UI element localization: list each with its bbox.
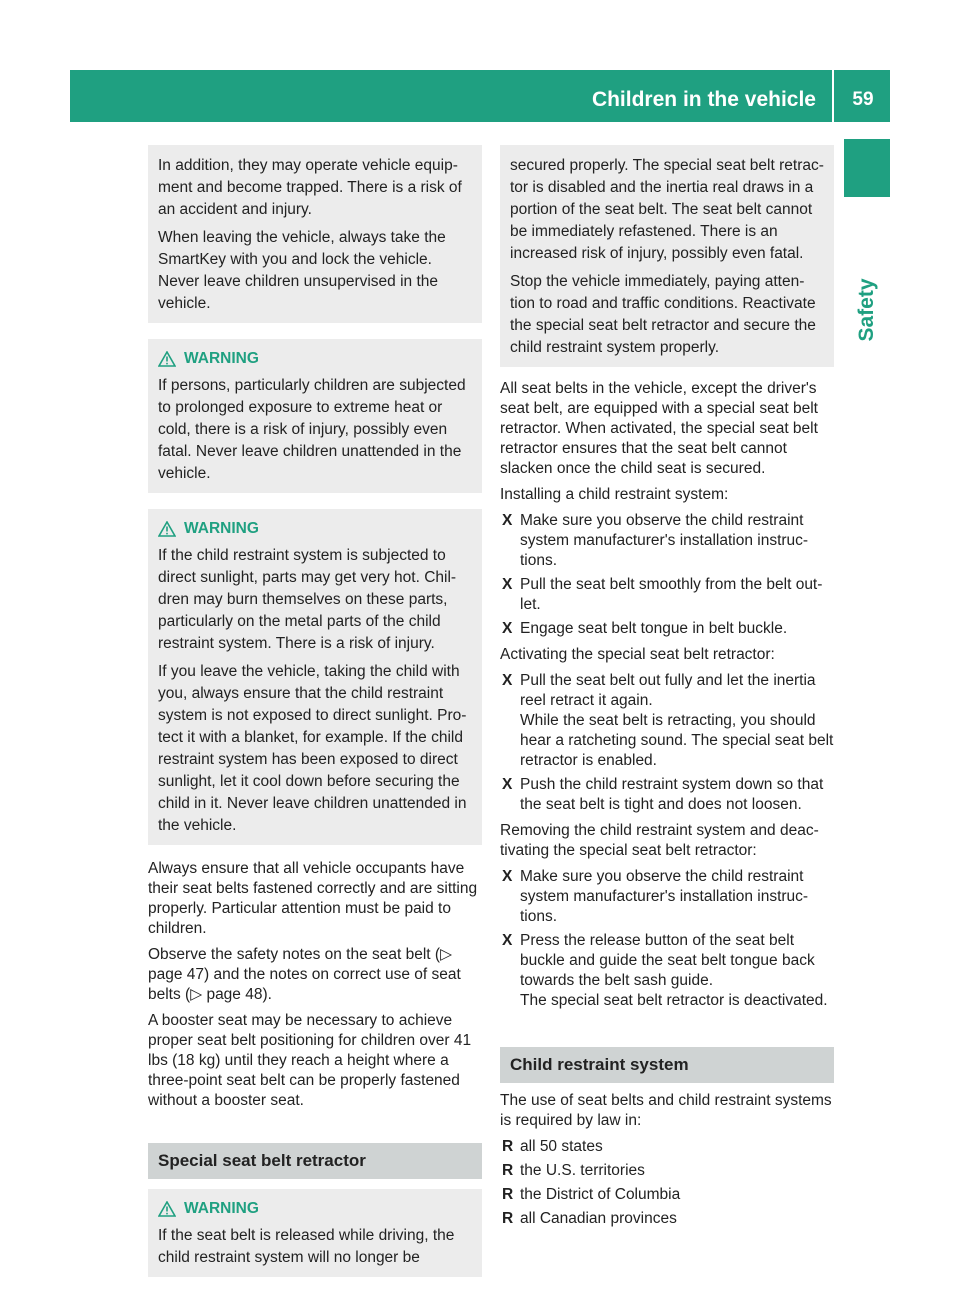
instruction-heading: Activating the special seat belt retractor:: [500, 646, 775, 663]
page-reference-link[interactable]: ▷ page 47: [148, 946, 453, 983]
intro-warning-box: [148, 145, 482, 323]
warning-heading: WARNING: [158, 349, 474, 369]
list-item: R all Canadian provinces: [502, 1210, 677, 1227]
warning-box: [148, 339, 482, 493]
body-paragraph: A booster seat may be necessary to achieve proper seat belt positioning for children over 41 lbs (18 kg) until they reach a height where a three-point seat belt can be properly fastened without a booster seat.: [148, 1012, 472, 1109]
warning-triangle-icon: [158, 521, 176, 537]
list-item: X Push the child restraint system down so that the seat belt is tight and does not loosen.: [502, 776, 824, 813]
warning-continued-box: [500, 145, 834, 367]
right-column: [500, 145, 834, 1235]
bullet-r-icon: R: [502, 1162, 514, 1179]
step-arrow-icon: X: [502, 672, 513, 689]
warning-box: [148, 1189, 482, 1277]
left-column: [148, 145, 482, 1277]
warning-text: If the seat belt is released while driving, the child restraint system will no longer be: [158, 1227, 455, 1266]
list-item: X Pull the seat belt out fully and let the inertia reel retract it again. While the seat belt is retracting, you should hear a ratcheting sound. The special seat belt retractor is enabled.: [502, 672, 834, 769]
box-paragraph: In addition, they may operate vehicle equip-ment and become trapped. There is a risk of an accident and injury.: [158, 157, 462, 218]
step-arrow-icon: X: [502, 620, 513, 637]
section-tab-marker: [844, 139, 890, 197]
page-header: [70, 70, 890, 122]
warning-triangle-icon: [158, 351, 176, 367]
activate-steps: [500, 671, 834, 815]
bullet-r-icon: R: [502, 1186, 514, 1203]
section-tab-label: Safety: [855, 278, 878, 342]
box-paragraph: When leaving the vehicle, always take the SmartKey with you and lock the vehicle. Never leave children unsupervised in the vehicle.: [158, 229, 446, 312]
instruction-heading: Installing a child restraint system:: [500, 486, 729, 503]
list-item: R the U.S. territories: [502, 1162, 645, 1179]
page-reference-link[interactable]: ▷ page 48: [190, 986, 263, 1003]
warning-heading: WARNING: [158, 1199, 474, 1219]
body-paragraph: Observe the safety notes on the seat belt (▷ page 47) and the notes on correct use of seat belts (▷ page 48).: [148, 946, 461, 1003]
bullet-r-icon: R: [502, 1138, 514, 1155]
warning-heading: WARNING: [158, 519, 474, 539]
warning-box: [148, 509, 482, 845]
step-arrow-icon: X: [502, 576, 513, 593]
box-paragraph: Stop the vehicle immediately, paying atten-tion to road and traffic conditions. Reactivate the special seat belt retractor and secure the child restraint system properly.: [510, 273, 816, 356]
list-item: R all 50 states: [502, 1138, 603, 1155]
bullet-r-icon: R: [502, 1210, 514, 1227]
remove-steps: [500, 867, 834, 1011]
box-paragraph: secured properly. The special seat belt retrac-tor is disabled and the inertia real draws in a portion of the seat belt. The seat belt cannot be immediately refastened. There is an increased risk of injury, possibly even fatal.: [510, 157, 824, 262]
list-item: X Make sure you observe the child restraint system manufacturer's installation instruc-tions.: [502, 868, 809, 925]
body-paragraph: Always ensure that all vehicle occupants have their seat belts fastened correctly and are sitting properly. Particular attention must be paid to children.: [148, 860, 478, 937]
warning-text: If you leave the vehicle, taking the child with you, always ensure that the child restraint system is not exposed to direct sunlight. Pro-tect it with a blanket, for example. If the child restraint system has been exposed to direct sunlight, let it cool down before securing the child in it. Never leave children unattended in the vehicle.: [158, 663, 467, 834]
install-steps: [500, 511, 834, 639]
list-item: R the District of Columbia: [502, 1186, 681, 1203]
header-divider: [832, 70, 834, 122]
warning-text: If the child restraint system is subjected to direct sunlight, parts may get very hot. Chil-dren may burn themselves on these parts, particularly on the metal parts of the child restraint system. There is a risk of injury.: [158, 547, 457, 652]
step-arrow-icon: X: [502, 776, 513, 793]
list-item: X Press the release button of the seat belt buckle and guide the seat belt tongue back towards the belt sash guide. The special seat belt retractor is deactivated.: [502, 932, 828, 1009]
body-paragraph: All seat belts in the vehicle, except the driver's seat belt, are equipped with a special seat belt retractor. When activated, the special seat belt retractor ensures that the seat belt cannot slacken once the child seat is secured.: [500, 380, 818, 477]
instruction-heading: Removing the child restraint system and deac-tivating the special seat belt retractor:: [500, 822, 819, 859]
section-heading: Special seat belt retractor: [148, 1143, 482, 1179]
warning-text: If persons, particularly children are subjected to prolonged exposure to extreme heat or cold, there is a risk of injury, possibly even fatal. Never leave children unattended in the vehicle.: [158, 377, 466, 482]
list-item: X Make sure you observe the child restraint system manufacturer's installation instruc-tions.: [502, 512, 809, 569]
step-arrow-icon: X: [502, 932, 513, 949]
section-heading: Child restraint system: [500, 1047, 834, 1083]
chapter-title: Children in the vehicle: [591, 88, 816, 111]
law-list: [500, 1137, 834, 1229]
step-arrow-icon: X: [502, 512, 513, 529]
list-item: X Engage seat belt tongue in belt buckle.: [502, 620, 788, 637]
page-number: 59: [852, 89, 874, 110]
body-paragraph: The use of seat belts and child restraint systems is required by law in:: [500, 1092, 832, 1129]
warning-triangle-icon: [158, 1201, 176, 1217]
list-item: X Pull the seat belt smoothly from the belt out-let.: [502, 576, 823, 613]
step-arrow-icon: X: [502, 868, 513, 885]
